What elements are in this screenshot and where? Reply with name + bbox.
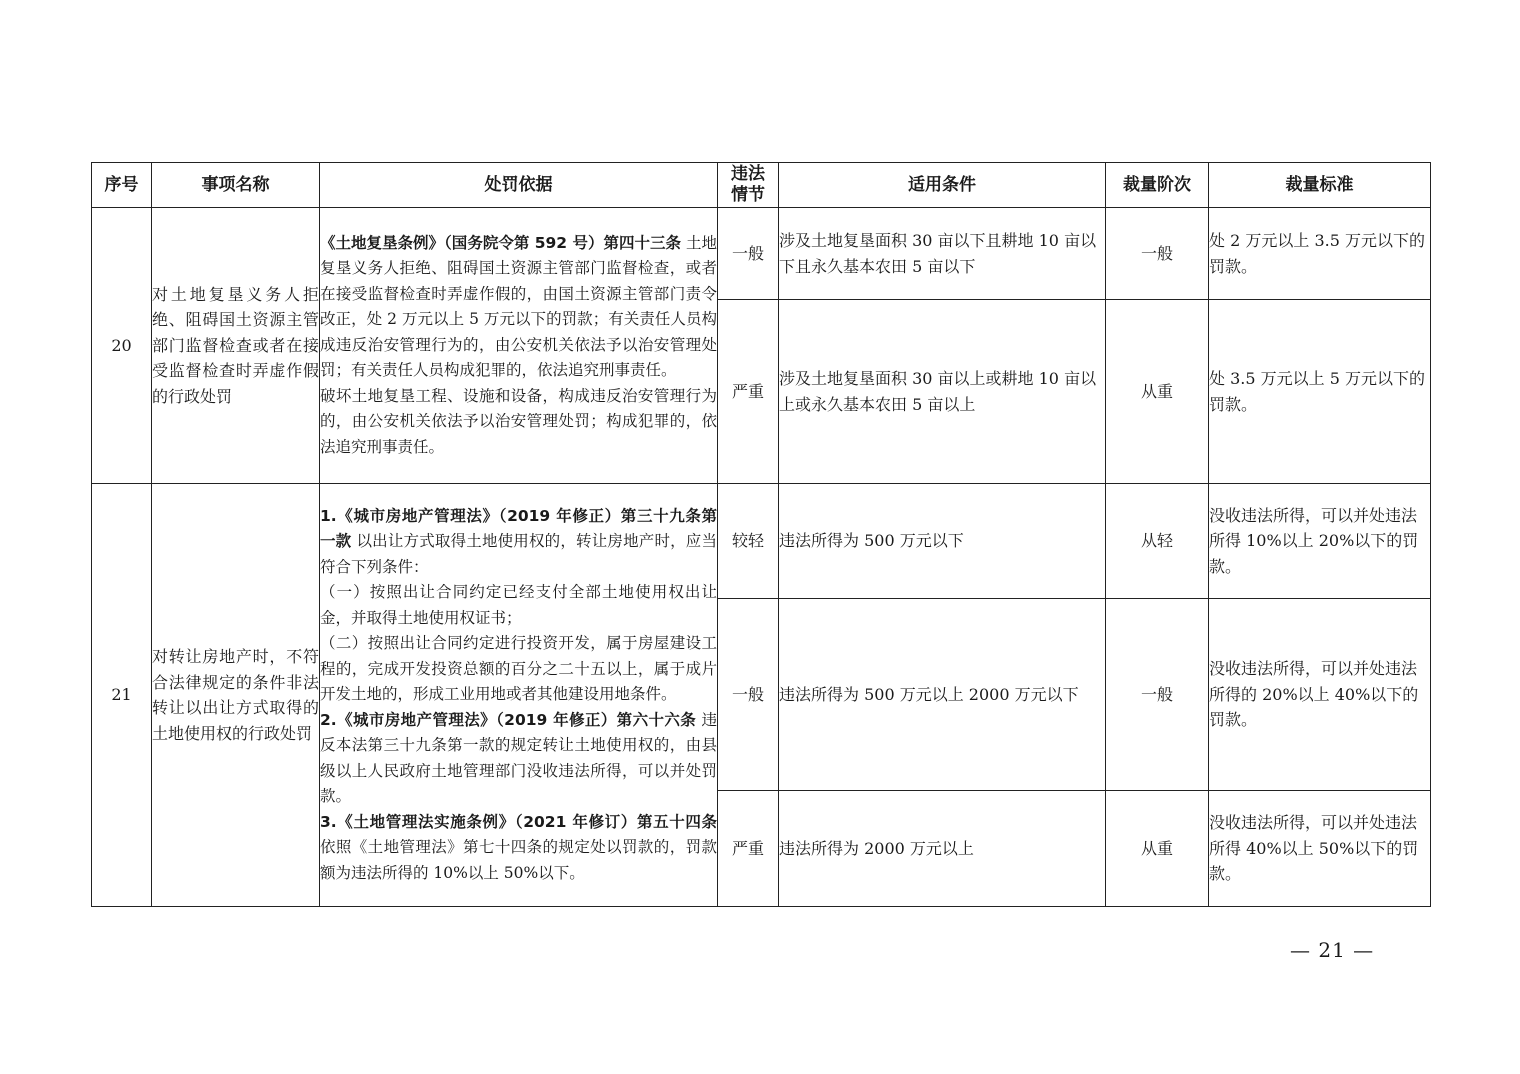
row-number: 21 (92, 484, 152, 907)
discretion-standard: 处 3.5 万元以上 5 万元以下的罚款。 (1209, 300, 1431, 484)
basis-bold: 《土地复垦条例》（国务院令第 592 号）第四十三条 (320, 233, 682, 252)
violation-plot: 较轻 (718, 484, 779, 599)
discretion-level: 从轻 (1106, 484, 1209, 599)
basis-text: 以出让方式取得土地使用权的，转让房地产时，应当符合下列条件： (320, 532, 717, 576)
penalty-basis (320, 208, 718, 484)
penalty-basis (320, 484, 718, 907)
header-plot (718, 163, 779, 208)
table-header-row (92, 163, 1431, 208)
table-row (92, 484, 1431, 599)
header-no: 序号 (92, 163, 152, 208)
basis-text: 破坏土地复垦工程、设施和设备，构成违反治安管理行为的，由公安机关依法予以治安管理处罚；构成犯罪的，依法追究刑事责任。 (320, 386, 717, 456)
applicable-condition: 违法所得为 500 万元以下 (779, 484, 1106, 599)
page-number: — 21 — (1290, 938, 1375, 962)
header-basis: 处罚依据 (320, 163, 718, 208)
applicable-condition: 涉及土地复垦面积 30 亩以下且耕地 10 亩以下且永久基本农田 5 亩以下 (779, 208, 1106, 300)
row-number: 20 (92, 208, 152, 484)
header-standard: 裁量标准 (1209, 163, 1431, 208)
violation-plot: 一般 (718, 208, 779, 300)
basis-bold: 1.《城市房地产管理法》（2019 年修正）第三十九条第一款 (320, 506, 717, 551)
discretion-level: 从重 (1106, 300, 1209, 484)
basis-bold: 3.《土地管理法实施条例》（2021 年修订）第五十四条 (320, 812, 717, 831)
table-row (92, 208, 1431, 300)
basis-text: （一）按照出让合同约定已经支付全部土地使用权出让金，并取得土地使用权证书； (320, 583, 717, 627)
penalty-discretion-table (91, 162, 1431, 907)
discretion-standard: 没收违法所得，可以并处违法所得 40%以上 50%以下的罚款。 (1209, 791, 1431, 907)
applicable-condition: 违法所得为 2000 万元以上 (779, 791, 1106, 907)
basis-text: （二）按照出让合同约定进行投资开发，属于房屋建设工程的，完成开发投资总额的百分之二十五以上，属于成片开发土地的，形成工业用地或者其他建设用地条件。 (320, 634, 717, 704)
basis-text: 依照《土地管理法》第七十四条的规定处以罚款的，罚款额为违法所得的 10%以上 50%以下。 (320, 838, 717, 882)
discretion-level: 一般 (1106, 599, 1209, 791)
applicable-condition: 违法所得为 500 万元以上 2000 万元以下 (779, 599, 1106, 791)
discretion-level: 一般 (1106, 208, 1209, 300)
header-name: 事项名称 (152, 163, 320, 208)
basis-bold: 2.《城市房地产管理法》（2019 年修正）第六十六条 (320, 710, 697, 729)
discretion-standard: 没收违法所得，可以并处违法所得的 20%以上 40%以下的罚款。 (1209, 599, 1431, 791)
discretion-level: 从重 (1106, 791, 1209, 907)
discretion-standard: 没收违法所得，可以并处违法所得 10%以上 20%以下的罚款。 (1209, 484, 1431, 599)
violation-plot: 一般 (718, 599, 779, 791)
violation-plot: 严重 (718, 300, 779, 484)
discretion-standard: 处 2 万元以上 3.5 万元以下的罚款。 (1209, 208, 1431, 300)
header-plot-text: 违法情节 (731, 164, 765, 205)
applicable-condition: 涉及土地复垦面积 30 亩以上或耕地 10 亩以上或永久基本农田 5 亩以上 (779, 300, 1106, 484)
item-name: 对土地复垦义务人拒绝、阻碍国土资源主管部门监督检查或者在接受监督检查时弄虚作假的行政处罚 (152, 208, 320, 484)
header-level: 裁量阶次 (1106, 163, 1209, 208)
basis-text: 违反本法第三十九条第一款的规定转让土地使用权的，由县级以上人民政府土地管理部门没收违法所得，可以并处罚款。 (320, 710, 717, 806)
item-name: 对转让房地产时，不符合法律规定的条件非法转让以出让方式取得的土地使用权的行政处罚 (152, 484, 320, 907)
basis-text: 土地复垦义务人拒绝、阻碍国土资源主管部门监督检查，或者在接受监督检查时弄虚作假的，由国土资源主管部门责令改正，处 2 万元以上 5 万元以下的罚款；有关责任人员构成违反治安管理行为的，由公安机关依法予以治安管理处罚；有关责任人员构成犯罪的，依法追究刑事责任。 (320, 233, 717, 380)
header-condition: 适用条件 (779, 163, 1106, 208)
violation-plot: 严重 (718, 791, 779, 907)
